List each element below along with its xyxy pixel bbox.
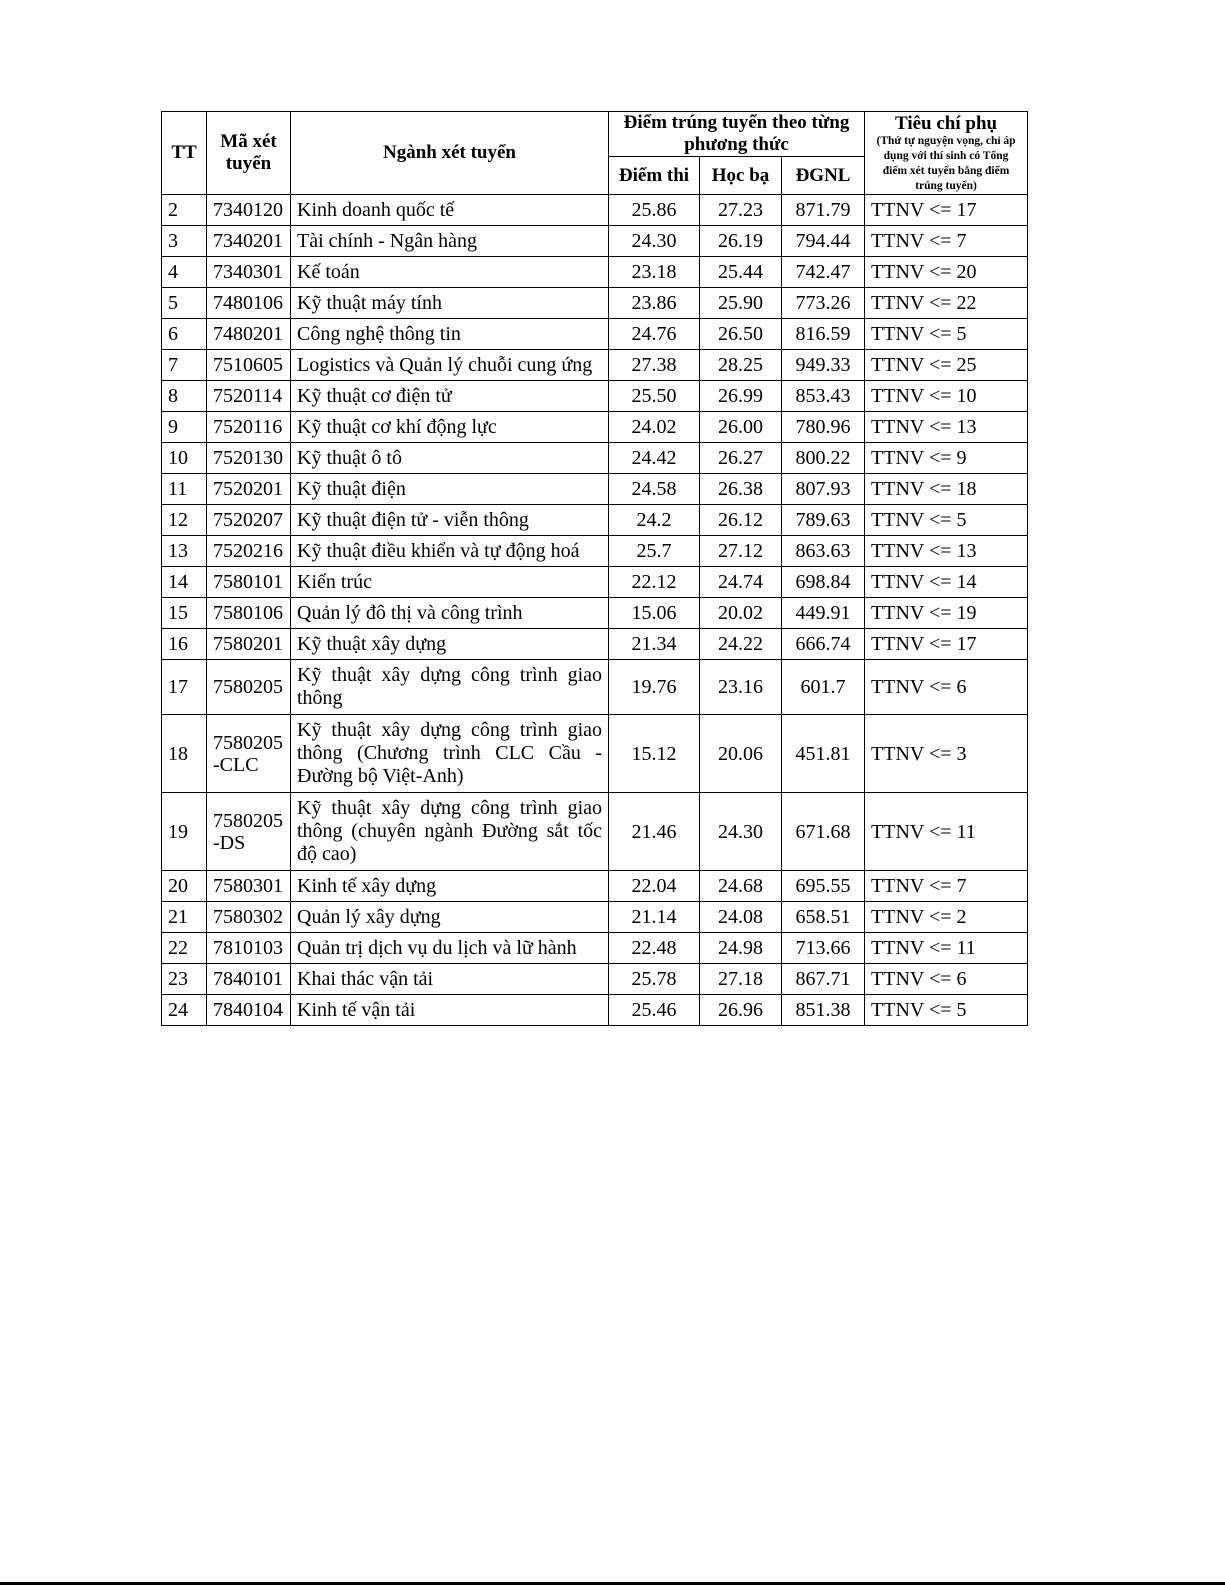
row-exam-score: 24.76: [609, 319, 700, 350]
header-transcript: Học bạ: [700, 157, 782, 195]
row-exam-score: 24.2: [609, 505, 700, 536]
row-major: Kỹ thuật xây dựng: [291, 629, 609, 660]
row-criteria: TTNV <= 22: [865, 288, 1028, 319]
table-row: [162, 412, 1028, 443]
row-exam-score: 25.46: [609, 995, 700, 1026]
row-code: 7520201: [207, 474, 291, 505]
row-criteria: TTNV <= 13: [865, 536, 1028, 567]
row-major: Kỹ thuật cơ khí động lực: [291, 412, 609, 443]
row-code: 7480106: [207, 288, 291, 319]
row-criteria: TTNV <= 9: [865, 443, 1028, 474]
table-row: [162, 257, 1028, 288]
row-criteria: TTNV <= 2: [865, 902, 1028, 933]
row-tt: 4: [162, 257, 207, 288]
row-transcript-score: 25.90: [700, 288, 782, 319]
row-criteria: TTNV <= 14: [865, 567, 1028, 598]
row-exam-score: 25.7: [609, 536, 700, 567]
row-dgnl-score: 601.7: [782, 660, 865, 715]
row-transcript-score: 24.30: [700, 793, 782, 871]
table-row: [162, 793, 1028, 871]
row-major: Kỹ thuật điện tử - viễn thông: [291, 505, 609, 536]
row-major: Kỹ thuật xây dựng công trình giao thông (chuyên ngành Đường sắt tốc độ cao): [291, 793, 609, 871]
table-row: [162, 195, 1028, 226]
row-tt: 21: [162, 902, 207, 933]
table-row: [162, 319, 1028, 350]
table-row: [162, 443, 1028, 474]
row-dgnl-score: 807.93: [782, 474, 865, 505]
row-transcript-score: 23.16: [700, 660, 782, 715]
row-dgnl-score: 800.22: [782, 443, 865, 474]
row-major: Kế toán: [291, 257, 609, 288]
row-code: 7520130: [207, 443, 291, 474]
row-dgnl-score: 451.81: [782, 715, 865, 793]
row-exam-score: 22.48: [609, 933, 700, 964]
row-dgnl-score: 851.38: [782, 995, 865, 1026]
header-criteria: [865, 112, 1028, 195]
row-tt: 15: [162, 598, 207, 629]
table-row: [162, 505, 1028, 536]
row-tt: 9: [162, 412, 207, 443]
row-transcript-score: 20.02: [700, 598, 782, 629]
table-row: [162, 902, 1028, 933]
table-row: [162, 715, 1028, 793]
row-major: Quản lý đô thị và công trình: [291, 598, 609, 629]
row-code: 7580201: [207, 629, 291, 660]
row-exam-score: 25.78: [609, 964, 700, 995]
header-criteria-title: Tiêu chí phụ: [894, 112, 998, 134]
row-dgnl-score: 871.79: [782, 195, 865, 226]
table-row: [162, 381, 1028, 412]
row-major: Khai thác vận tải: [291, 964, 609, 995]
row-major: Logistics và Quản lý chuỗi cung ứng: [291, 350, 609, 381]
row-criteria: TTNV <= 11: [865, 933, 1028, 964]
row-transcript-score: 27.23: [700, 195, 782, 226]
row-dgnl-score: 773.26: [782, 288, 865, 319]
row-major: Kiến trúc: [291, 567, 609, 598]
table-row: [162, 567, 1028, 598]
row-tt: 11: [162, 474, 207, 505]
header-code: Mã xét tuyển: [207, 112, 291, 195]
row-criteria: TTNV <= 6: [865, 660, 1028, 715]
table-row: [162, 288, 1028, 319]
row-tt: 2: [162, 195, 207, 226]
row-code: 7510605: [207, 350, 291, 381]
row-tt: 17: [162, 660, 207, 715]
row-transcript-score: 24.98: [700, 933, 782, 964]
table-row: [162, 871, 1028, 902]
row-transcript-score: 26.19: [700, 226, 782, 257]
header-criteria-note: (Thứ tự nguyện vọng, chỉ áp dụng với thí sinh có Tổng điểm xét tuyển bằng điểm trúng tuyển): [876, 134, 1016, 192]
row-dgnl-score: 658.51: [782, 902, 865, 933]
row-code: 7840101: [207, 964, 291, 995]
row-exam-score: 24.02: [609, 412, 700, 443]
row-dgnl-score: 789.63: [782, 505, 865, 536]
table-row: [162, 933, 1028, 964]
row-exam-score: 15.12: [609, 715, 700, 793]
table-row: [162, 226, 1028, 257]
row-criteria: TTNV <= 6: [865, 964, 1028, 995]
row-criteria: TTNV <= 17: [865, 195, 1028, 226]
row-major: Kỹ thuật cơ điện tử: [291, 381, 609, 412]
row-major: Kỹ thuật ô tô: [291, 443, 609, 474]
admission-score-table: [161, 111, 1028, 1026]
row-criteria: TTNV <= 13: [865, 412, 1028, 443]
row-dgnl-score: 671.68: [782, 793, 865, 871]
header-tt: TT: [162, 112, 207, 195]
row-exam-score: 21.46: [609, 793, 700, 871]
row-transcript-score: 24.22: [700, 629, 782, 660]
row-code: 7520114: [207, 381, 291, 412]
row-code: 7520116: [207, 412, 291, 443]
row-transcript-score: 27.12: [700, 536, 782, 567]
row-tt: 14: [162, 567, 207, 598]
row-code: 7580205: [207, 660, 291, 715]
row-major: Kinh tế xây dựng: [291, 871, 609, 902]
row-dgnl-score: 666.74: [782, 629, 865, 660]
row-transcript-score: 24.74: [700, 567, 782, 598]
table-row: [162, 995, 1028, 1026]
row-code: 7580101: [207, 567, 291, 598]
row-major: Kỹ thuật xây dựng công trình giao thông (Chương trình CLC Cầu - Đường bộ Việt-Anh): [291, 715, 609, 793]
table-row: [162, 350, 1028, 381]
row-code: 7840104: [207, 995, 291, 1026]
row-dgnl-score: 794.44: [782, 226, 865, 257]
row-transcript-score: 25.44: [700, 257, 782, 288]
row-tt: 12: [162, 505, 207, 536]
table-body: [162, 195, 1028, 1026]
header-dgnl: ĐGNL: [782, 157, 865, 195]
row-code: 7340120: [207, 195, 291, 226]
row-criteria: TTNV <= 19: [865, 598, 1028, 629]
row-criteria: TTNV <= 25: [865, 350, 1028, 381]
row-tt: 6: [162, 319, 207, 350]
row-transcript-score: 26.12: [700, 505, 782, 536]
row-major: Kỹ thuật điều khiển và tự động hoá: [291, 536, 609, 567]
table-row: [162, 629, 1028, 660]
row-major: Kỹ thuật xây dựng công trình giao thông: [291, 660, 609, 715]
row-code: 7520207: [207, 505, 291, 536]
row-code: 7340301: [207, 257, 291, 288]
row-exam-score: 24.30: [609, 226, 700, 257]
row-major: Quản lý xây dựng: [291, 902, 609, 933]
row-transcript-score: 26.99: [700, 381, 782, 412]
row-tt: 23: [162, 964, 207, 995]
row-dgnl-score: 698.84: [782, 567, 865, 598]
row-major: Kinh tế vận tải: [291, 995, 609, 1026]
table-header: [162, 112, 1028, 195]
row-criteria: TTNV <= 5: [865, 995, 1028, 1026]
row-criteria: TTNV <= 3: [865, 715, 1028, 793]
row-criteria: TTNV <= 17: [865, 629, 1028, 660]
row-major: Công nghệ thông tin: [291, 319, 609, 350]
row-tt: 19: [162, 793, 207, 871]
row-tt: 3: [162, 226, 207, 257]
row-tt: 16: [162, 629, 207, 660]
row-tt: 7: [162, 350, 207, 381]
row-code: 7580301: [207, 871, 291, 902]
row-criteria: TTNV <= 10: [865, 381, 1028, 412]
row-code: 7810103: [207, 933, 291, 964]
row-transcript-score: 20.06: [700, 715, 782, 793]
row-exam-score: 23.18: [609, 257, 700, 288]
row-tt: 8: [162, 381, 207, 412]
row-criteria: TTNV <= 5: [865, 319, 1028, 350]
row-exam-score: 24.58: [609, 474, 700, 505]
row-exam-score: 22.04: [609, 871, 700, 902]
row-exam-score: 27.38: [609, 350, 700, 381]
row-exam-score: 21.34: [609, 629, 700, 660]
row-tt: 24: [162, 995, 207, 1026]
row-criteria: TTNV <= 18: [865, 474, 1028, 505]
row-criteria: TTNV <= 7: [865, 226, 1028, 257]
row-code: 7580205 -CLC: [207, 715, 291, 793]
row-exam-score: 24.42: [609, 443, 700, 474]
row-tt: 20: [162, 871, 207, 902]
row-code: 7520216: [207, 536, 291, 567]
row-exam-score: 25.86: [609, 195, 700, 226]
row-criteria: TTNV <= 20: [865, 257, 1028, 288]
header-exam: Điểm thi: [609, 157, 700, 195]
row-dgnl-score: 780.96: [782, 412, 865, 443]
table-row: [162, 536, 1028, 567]
row-transcript-score: 26.96: [700, 995, 782, 1026]
row-major: Kinh doanh quốc tế: [291, 195, 609, 226]
row-transcript-score: 24.68: [700, 871, 782, 902]
row-major: Quản trị dịch vụ du lịch và lữ hành: [291, 933, 609, 964]
row-transcript-score: 26.38: [700, 474, 782, 505]
row-major: Kỹ thuật điện: [291, 474, 609, 505]
row-transcript-score: 24.08: [700, 902, 782, 933]
row-dgnl-score: 695.55: [782, 871, 865, 902]
row-code: 7340201: [207, 226, 291, 257]
row-dgnl-score: 863.63: [782, 536, 865, 567]
row-criteria: TTNV <= 7: [865, 871, 1028, 902]
row-dgnl-score: 949.33: [782, 350, 865, 381]
row-dgnl-score: 853.43: [782, 381, 865, 412]
table-row: [162, 474, 1028, 505]
row-tt: 13: [162, 536, 207, 567]
row-transcript-score: 26.50: [700, 319, 782, 350]
row-dgnl-score: 449.91: [782, 598, 865, 629]
row-code: 7580205 -DS: [207, 793, 291, 871]
row-criteria: TTNV <= 11: [865, 793, 1028, 871]
row-exam-score: 22.12: [609, 567, 700, 598]
row-major: Tài chính - Ngân hàng: [291, 226, 609, 257]
row-code: 7580302: [207, 902, 291, 933]
row-exam-score: 25.50: [609, 381, 700, 412]
row-tt: 22: [162, 933, 207, 964]
row-exam-score: 21.14: [609, 902, 700, 933]
header-major: Ngành xét tuyển: [291, 112, 609, 195]
row-transcript-score: 26.27: [700, 443, 782, 474]
row-dgnl-score: 867.71: [782, 964, 865, 995]
row-transcript-score: 27.18: [700, 964, 782, 995]
row-dgnl-score: 816.59: [782, 319, 865, 350]
table-row: [162, 964, 1028, 995]
row-exam-score: 19.76: [609, 660, 700, 715]
row-transcript-score: 28.25: [700, 350, 782, 381]
row-dgnl-score: 742.47: [782, 257, 865, 288]
row-tt: 18: [162, 715, 207, 793]
row-code: 7580106: [207, 598, 291, 629]
row-transcript-score: 26.00: [700, 412, 782, 443]
row-dgnl-score: 713.66: [782, 933, 865, 964]
row-exam-score: 23.86: [609, 288, 700, 319]
header-score-group: Điểm trúng tuyển theo từng phương thức: [609, 112, 865, 157]
table-row: [162, 598, 1028, 629]
row-major: Kỹ thuật máy tính: [291, 288, 609, 319]
row-code: 7480201: [207, 319, 291, 350]
row-exam-score: 15.06: [609, 598, 700, 629]
table-row: [162, 660, 1028, 715]
row-tt: 5: [162, 288, 207, 319]
row-tt: 10: [162, 443, 207, 474]
row-criteria: TTNV <= 5: [865, 505, 1028, 536]
